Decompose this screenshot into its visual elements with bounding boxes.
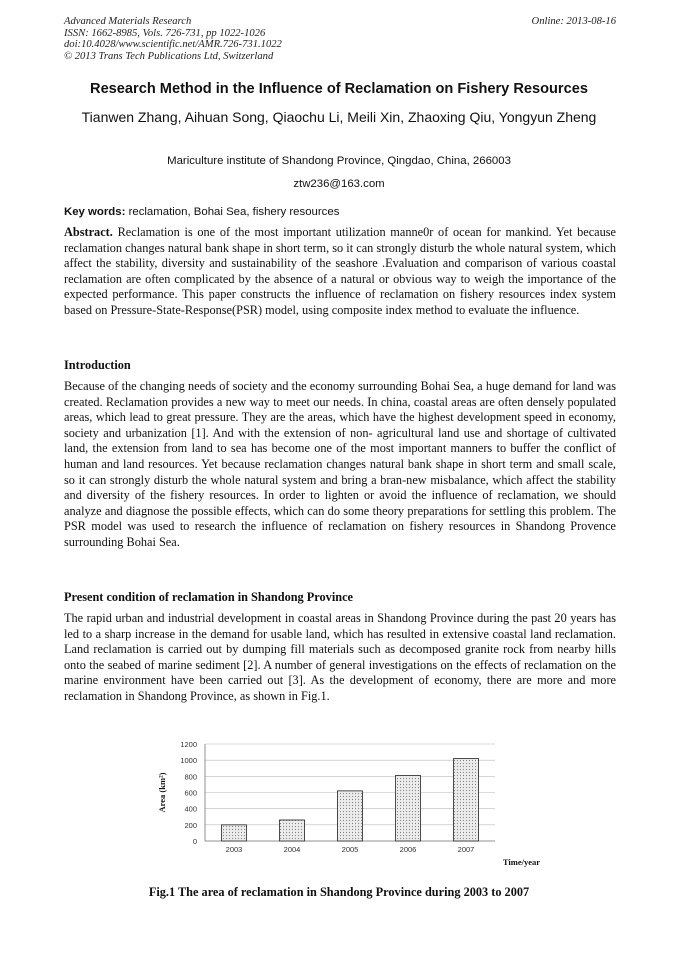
y-tick-label: 0 bbox=[192, 837, 197, 846]
paper-affiliation: Mariculture institute of Shandong Province, Qingdao, China, 266003 bbox=[167, 155, 511, 167]
x-axis-label: Time/year bbox=[502, 857, 540, 867]
abstract bbox=[64, 225, 616, 319]
y-tick-label: 1000 bbox=[180, 756, 197, 766]
y-tick-label: 600 bbox=[184, 788, 197, 798]
y-tick-label: 200 bbox=[184, 820, 197, 830]
journal-issn: ISSN: 1662-8985, Vols. 726-731, pp 1022-1026 bbox=[64, 27, 266, 39]
abstract-label: Abstract. bbox=[64, 225, 113, 239]
present-heading: Present condition of reclamation in Shandong Province bbox=[64, 590, 353, 604]
x-tick-label: 2005 bbox=[341, 845, 359, 854]
reclamation-area-chart bbox=[150, 732, 550, 872]
keywords-label: Key words: bbox=[64, 206, 126, 218]
bar bbox=[454, 759, 479, 841]
journal-doi: doi:10.4028/www.scientific.net/AMR.726-731.1022 bbox=[64, 39, 282, 51]
intro-heading: Introduction bbox=[64, 358, 131, 372]
x-tick-label: 2004 bbox=[283, 845, 301, 854]
online-date: Online: 2013-08-16 bbox=[531, 16, 616, 27]
keywords-text: reclamation, Bohai Sea, fishery resources bbox=[128, 206, 340, 218]
bar bbox=[396, 776, 421, 841]
paper-title: Research Method in the Influence of Reclamation on Fishery Resources bbox=[90, 81, 588, 97]
bar bbox=[222, 825, 247, 841]
bar bbox=[338, 791, 363, 841]
y-tick-label: 1200 bbox=[180, 740, 197, 749]
present-text: The rapid urban and industrial development in coastal areas in Shandong Province during the past 20 years has led to a sharp increase in the demand for usable land, which has resulted in extensive coastal land reclamation. Land reclamation is carried out by dumping fill materials such as decomposed granite rock from nearby hills onto the seabed of marine sediment [2]. A number of general investigations on the effects of reclamation on the marine environment have been carried out [3]. As the development of economy, there are more and more reclamation in Shandong Province, as shown in Fig.1. bbox=[64, 611, 616, 703]
x-tick-label: 2007 bbox=[457, 845, 475, 854]
x-tick-label: 2003 bbox=[225, 845, 243, 854]
paper-email[interactable]: ztw236@163.com bbox=[293, 178, 385, 190]
y-tick-label: 800 bbox=[184, 772, 197, 782]
keywords bbox=[64, 206, 616, 218]
paper-authors: Tianwen Zhang, Aihuan Song, Qiaochu Li, Meili Xin, Zhaoxing Qiu, Yongyun Zheng bbox=[81, 109, 597, 125]
abstract-text: Reclamation is one of the most important utilization manne0r of ocean for mankind. Yet because reclamation changes natural bank shape in short term, so it can strongly disturb the whole natural system, which affect the stability, diversity and sustainability of the seashore .Evaluation and comparison of various coastal reclamation are often complicated by the absence of a natural or obvious way to weigh the importance of the expected performance. This paper constructs the influence of reclamation on fishery resources index system based on Pressure-State-Response(PSR) model, using composite index method to evaluate the influence. bbox=[64, 225, 617, 317]
bar bbox=[280, 820, 305, 841]
x-tick-label: 2006 bbox=[399, 845, 417, 854]
figure-caption: Fig.1 The area of reclamation in Shandong Province during 2003 to 2007 bbox=[148, 885, 530, 899]
journal-name: Advanced Materials Research bbox=[64, 16, 192, 27]
journal-copyright: © 2013 Trans Tech Publications Ltd, Switzerland bbox=[64, 50, 274, 62]
journal-header bbox=[64, 16, 616, 62]
intro-text: Because of the changing needs of society and the economy surrounding Bohai Sea, a huge demand for land was created. Reclamation provides a new way to meet our needs. In china, coastal areas are often densely populated areas, which lead to great pressure. They are the areas, which have the highest development speed in economy, society and urbanization [1]. And with the extension of non- agricultural land use and shortage of cultivated land, the extension from land to sea has become one of the most important manners to buffer the conflict of human and land resources. Yet because reclamation changes natural bank shape in short term and small scale, so it can strongly disturb the whole natural system and bring a bran-new misbalance, which affect the stability and diversity of the fishery resources. In order to lighten or avoid the influence of reclamation, we should analyze and diagnose the possible effects, which can do some theory preparations for settling this problem. The PSR model was used to research the influence of reclamation on fishery resources in Shandong Provence surrounding Bohai Sea. bbox=[64, 379, 616, 549]
y-axis-label: Area (km²) bbox=[157, 772, 167, 813]
y-tick-label: 400 bbox=[184, 804, 197, 814]
